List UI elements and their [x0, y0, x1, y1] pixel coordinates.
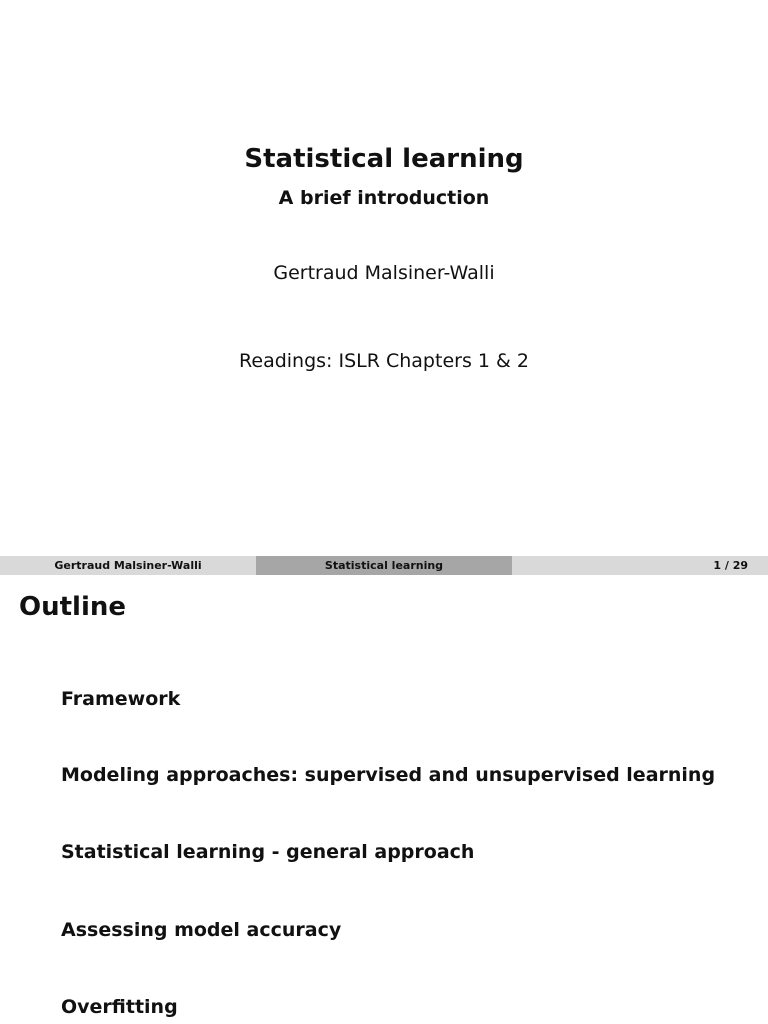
- footer-author: Gertraud Malsiner-Walli: [0, 556, 256, 575]
- outline-item: Statistical learning - general approach: [61, 841, 475, 863]
- footer-page-number: 1 / 29: [512, 556, 768, 575]
- slide-footer: [0, 556, 768, 575]
- outline-heading: Outline: [19, 592, 127, 622]
- outline-item: Modeling approaches: supervised and unsupervised learning: [61, 764, 716, 786]
- footer-title: Statistical learning: [256, 556, 512, 575]
- slide-author: Gertraud Malsiner-Walli: [273, 262, 495, 284]
- outline-item: Framework: [61, 688, 181, 710]
- slide-subtitle: A brief introduction: [278, 187, 490, 209]
- slide-title: Statistical learning: [244, 144, 524, 174]
- slide-readings: Readings: ISLR Chapters 1 & 2: [239, 350, 529, 372]
- outline-item: Assessing model accuracy: [61, 919, 342, 941]
- outline-item: Overfitting: [61, 996, 178, 1018]
